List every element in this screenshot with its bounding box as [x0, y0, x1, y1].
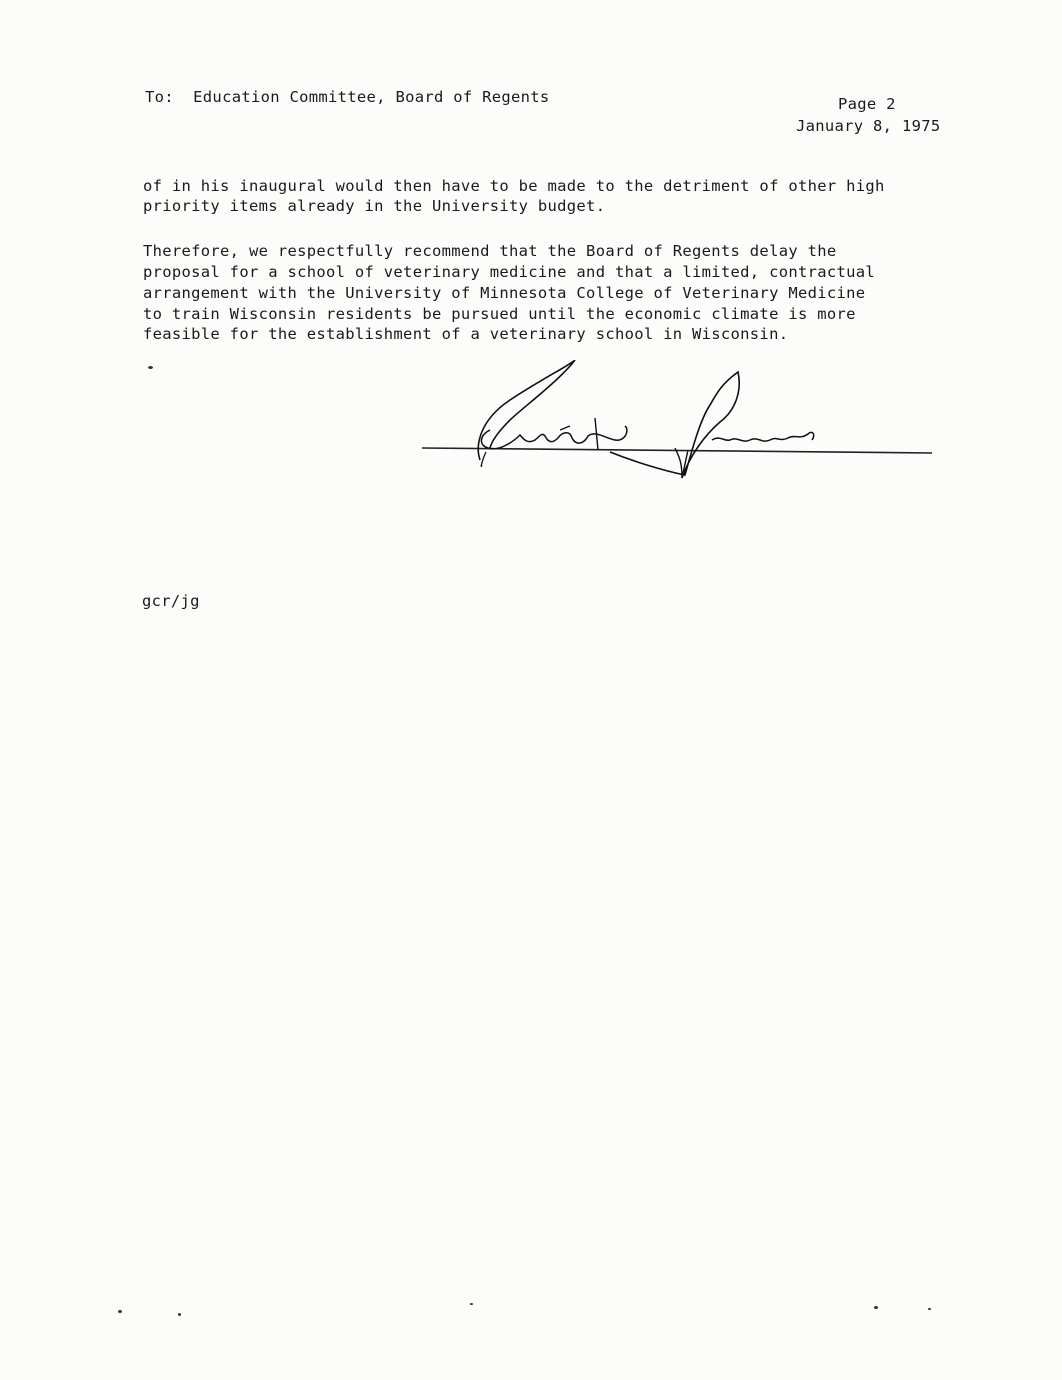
speck	[118, 1310, 122, 1313]
to-recipient: Education Committee, Board of Regents	[193, 88, 550, 106]
handwritten-signature	[420, 360, 940, 485]
typist-initials: gcr/jg	[142, 592, 200, 610]
paragraph-2-line-1: Therefore, we respectfully recommend that the Board of Regents delay the	[143, 242, 837, 260]
paragraph-1-line-2: priority items already in the University budget.	[143, 197, 606, 215]
speck	[178, 1313, 181, 1316]
paragraph-1-line-1: of in his inaugural would then have to be made to the detriment of other high	[143, 177, 885, 195]
to-label: To:	[145, 88, 174, 106]
page-number: Page 2	[838, 95, 896, 113]
paragraph-2-line-3: arrangement with the University of Minnesota College of Veterinary Medicine	[143, 284, 866, 302]
paragraph-2-line-5: feasible for the establishment of a veterinary school in Wisconsin.	[143, 325, 789, 343]
speck	[470, 1303, 473, 1305]
speck	[148, 366, 153, 369]
to-line	[145, 88, 550, 106]
paragraph-2-line-2: proposal for a school of veterinary medicine and that a limited, contractual	[143, 263, 876, 281]
speck	[928, 1308, 931, 1310]
paragraph-2-line-4: to train Wisconsin residents be pursued until the economic climate is more	[143, 305, 856, 323]
letter-date: January 8, 1975	[796, 117, 941, 135]
speck	[874, 1306, 878, 1309]
